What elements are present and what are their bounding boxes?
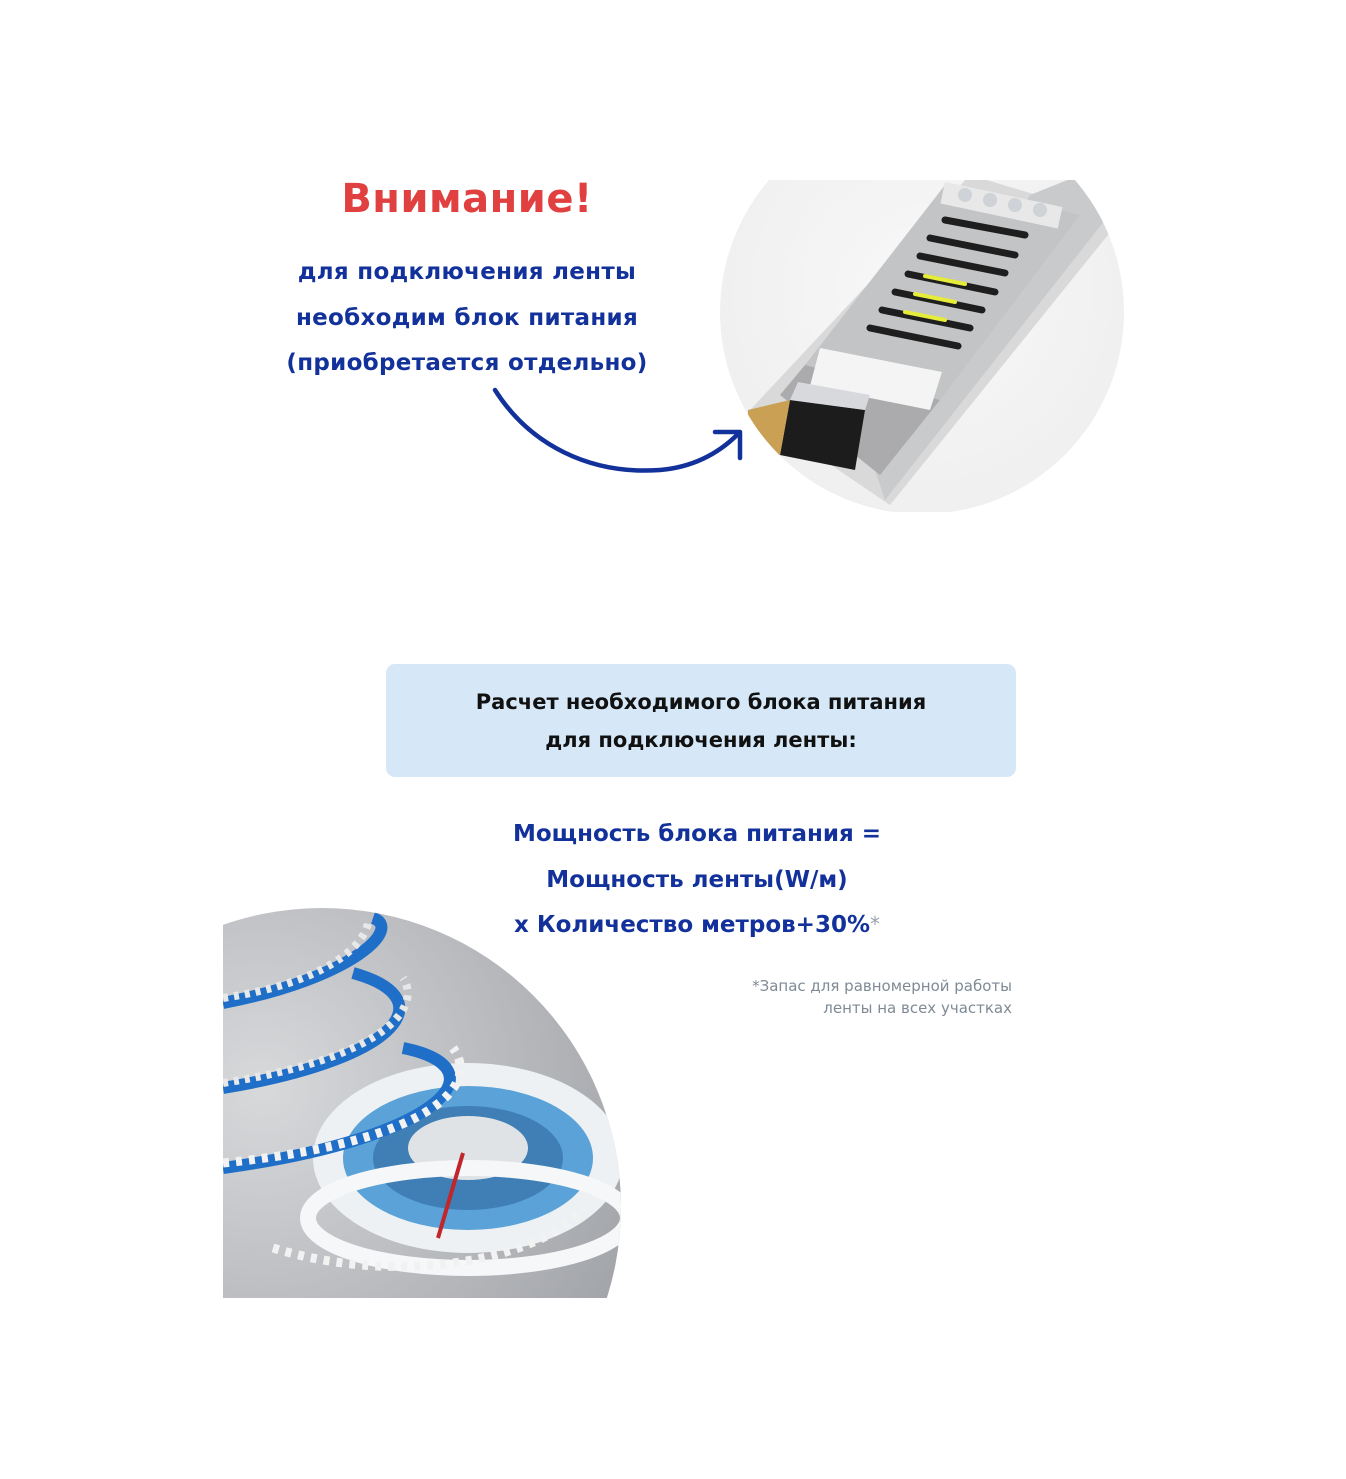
formula-line-3-text: х Количество метров+30% (514, 912, 870, 938)
formula-asterisk: * (870, 912, 880, 936)
power-supply-image (720, 180, 1124, 512)
notice-line-1: для подключения ленты (297, 259, 637, 285)
footnote-line-1: *Запас для равномерной работы (752, 977, 1012, 995)
calculation-heading-box (386, 664, 1016, 777)
led-strip-reel-icon (223, 908, 621, 1298)
calculation-heading-line-2: для подключения ленты: (545, 727, 857, 752)
formula-line-1: Мощность блока питания = (512, 821, 882, 847)
led-strip-image (223, 908, 630, 1298)
calculation-heading-line-1: Расчет необходимого блока питания (475, 689, 927, 714)
power-supply-image-backdrop (720, 180, 1124, 512)
led-strip-image-backdrop (223, 908, 621, 1298)
formula-line-2: Мощность ленты(W/м) (546, 867, 848, 893)
notice-line-2: необходим блок питания (295, 305, 639, 331)
notice-line-3: (приобретается отдельно) (286, 350, 648, 376)
power-supply-icon (720, 180, 1124, 512)
attention-title: Внимание! (341, 176, 593, 222)
footnote-line-2: ленты на всех участках (823, 999, 1012, 1017)
